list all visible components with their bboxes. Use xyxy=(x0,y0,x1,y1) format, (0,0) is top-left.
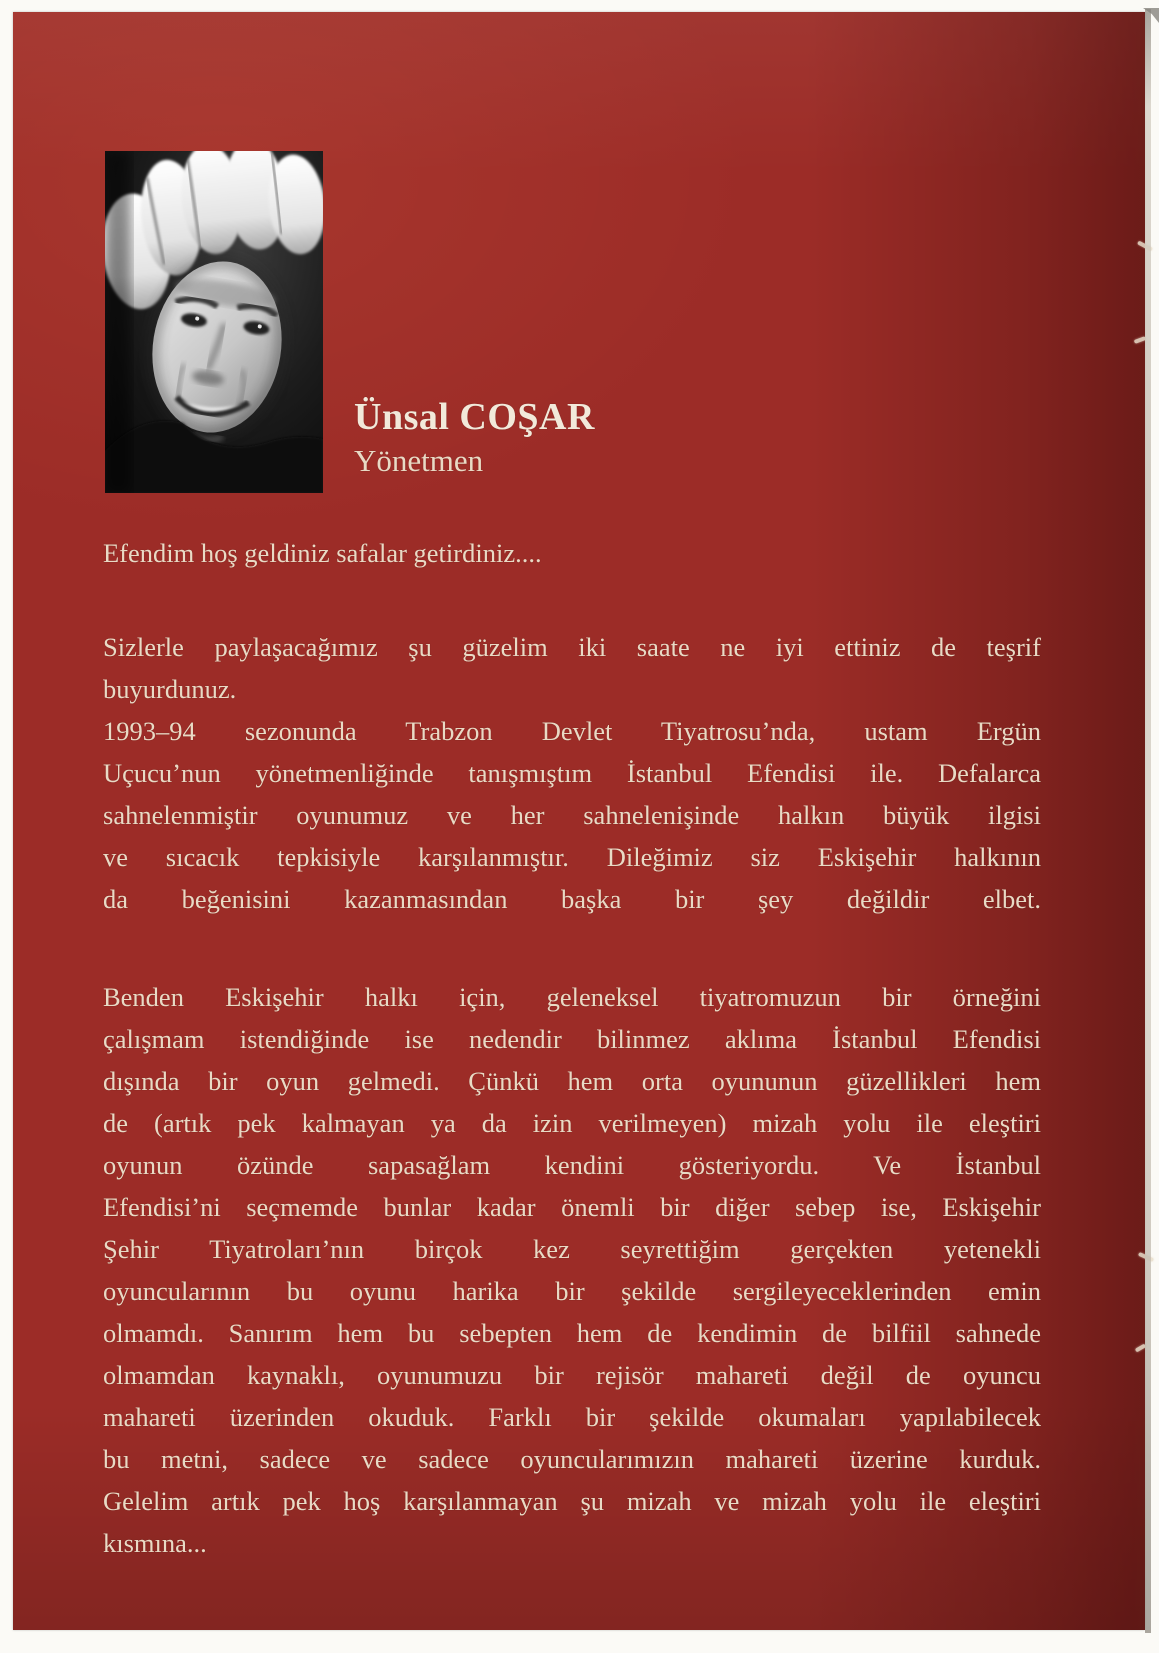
text-line: çalışmam istendiğinde ise nedendir bilinmez aklıma İstanbul Efendisi xyxy=(103,1024,1041,1054)
text-line: Benden Eskişehir halkı için, geleneksel tiyatromuzun bir örneğini xyxy=(103,982,1041,1012)
text-line: ve sıcacık tepkisiyle karşılanmıştır. Dileğimiz siz Eskişehir halkının xyxy=(103,842,1041,872)
text-line: Şehir Tiyatroları’nın birçok kez seyrettiğim gerçekten yetenekli xyxy=(103,1234,1041,1264)
text-line: oyunun özünde sapasağlam kendini gösteriyordu. Ve İstanbul xyxy=(103,1150,1041,1180)
paragraph xyxy=(103,976,1041,1564)
text-line: kısmına... xyxy=(103,1528,207,1558)
text-line: oyuncularının bu oyunu harika bir şekilde sergileyeceklerinden emin xyxy=(103,1276,1041,1306)
portrait-illustration xyxy=(105,151,323,493)
text-line: buyurdunuz. xyxy=(103,674,237,704)
director-name: Ünsal COŞAR xyxy=(354,396,595,438)
text-line: Uçucu’nun yönetmenliğinde tanışmıştım İstanbul Efendisi ile. Defalarca xyxy=(103,758,1041,788)
paragraph xyxy=(103,532,1041,574)
text-line: Efendim hoş geldiniz safalar getirdiniz.... xyxy=(103,538,542,568)
text-line: dışında bir oyun gelmedi. Çünkü hem orta oyununun güzellikleri hem xyxy=(103,1066,1041,1096)
body-text xyxy=(103,532,1041,1564)
text-line: bu metni, sadece ve sadece oyuncularımızın mahareti üzerine kurduk. xyxy=(103,1444,1041,1474)
text-line: da beğenisini kazanmasından başka bir şey değildir elbet. xyxy=(103,884,1041,914)
text-line: olmamdı. Sanırım hem bu sebepten hem de kendimin de bilfiil sahnede xyxy=(103,1318,1041,1348)
paragraph xyxy=(103,626,1041,920)
text-line: mahareti üzerinden okuduk. Farklı bir şekilde okumaları yapılabilecek xyxy=(103,1402,1041,1432)
byline xyxy=(354,394,595,480)
page-edge-shadow xyxy=(1145,9,1151,1633)
text-line: Sizlerle paylaşacağımız şu güzelim iki saate ne iyi ettiniz de teşrif xyxy=(103,632,1041,662)
page-background xyxy=(13,12,1145,1630)
text-line: olmamdan kaynaklı, oyunumuzu bir rejisör mahareti değil de oyuncu xyxy=(103,1360,1041,1390)
text-line: 1993–94 sezonunda Trabzon Devlet Tiyatrosu’nda, ustam Ergün xyxy=(103,716,1041,746)
text-line: Gelelim artık pek hoş karşılanmayan şu mizah ve mizah yolu ile eleştiri xyxy=(103,1486,1041,1516)
text-line: sahnelenmiştir oyunumuz ve her sahnelenişinde halkın büyük ilgisi xyxy=(103,800,1041,830)
portrait-photo xyxy=(105,151,323,493)
director-role: Yönetmen xyxy=(354,443,484,478)
text-line: Efendisi’ni seçmemde bunlar kadar önemli bir diğer sebep ise, Eskişehir xyxy=(103,1192,1041,1222)
text-line: de (artık pek kalmayan ya da izin verilmeyen) mizah yolu ile eleştiri xyxy=(103,1108,1041,1138)
